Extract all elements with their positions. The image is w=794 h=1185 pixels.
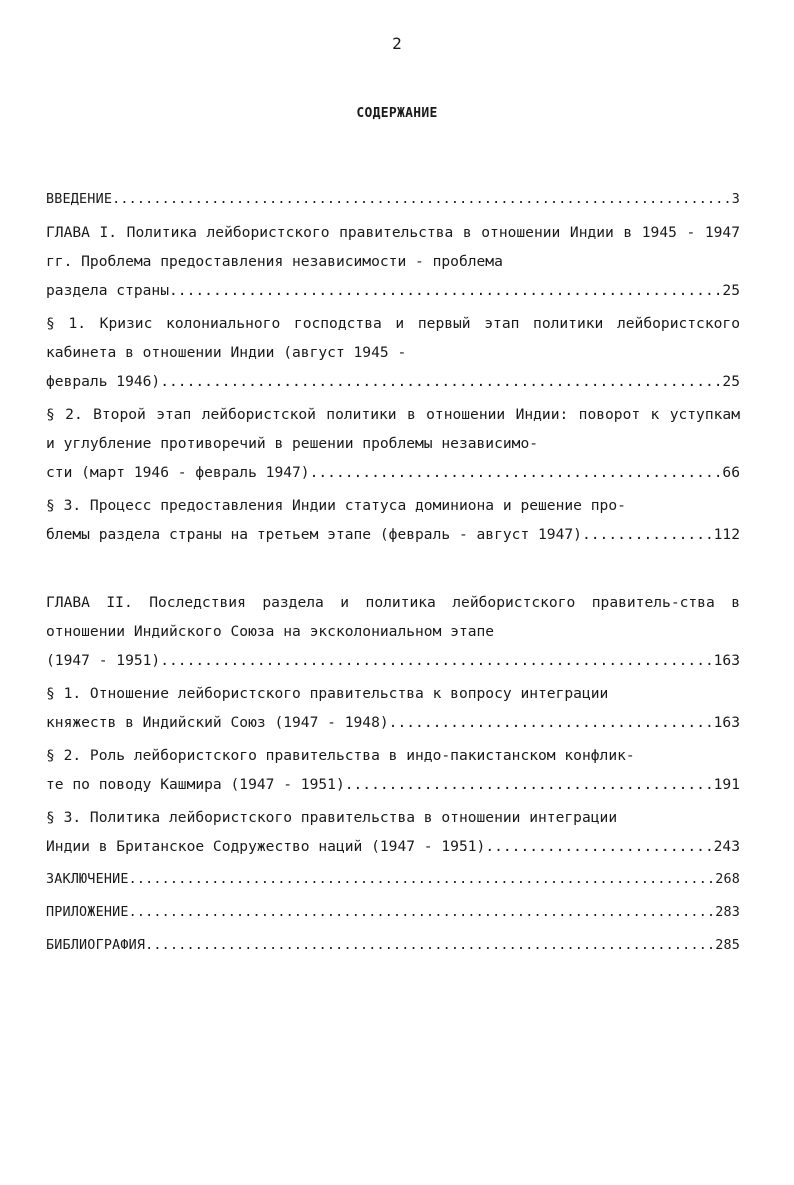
leader-dots [112,185,732,214]
toc-entry-chapter-2-section-3 [46,803,740,861]
toc-entry-chapter-1-section-2 [46,400,740,487]
toc-entry-text: ГЛАВА I. Политика лейбористского правительства в отношении Индии в 1945 - 1947 гг. Проблема предоставления независимости - проблема [46,224,740,270]
toc-entry-text: ГЛАВА II. Последствия раздела и политика лейбористского правитель-ства в отношении Индийского Союза на эксколониальном этапе [46,594,740,640]
toc-entry-page: 163 [713,652,740,669]
toc-entry-title: те по поводу Кашмира (1947 - 1951) [46,776,345,793]
toc-entry-title: раздела страны [46,282,170,299]
leader-dots [160,646,713,675]
toc-entry-line [46,367,740,396]
toc-entry-page: 163 [713,714,740,731]
table-of-contents [46,185,740,964]
toc-entry-text: § 1. Отношение лейбористского правительства к вопросу интеграции [46,685,609,702]
toc-entry-title: княжеств в Индийский Союз (1947 - 1948) [46,714,389,731]
toc-entry-text: § 3. Процесс предоставления Индии статуса доминиона и решение про- [46,497,626,514]
leader-dots [169,276,722,305]
toc-entry-page: 243 [713,838,740,855]
toc-entry-title: (1947 - 1951) [46,652,161,669]
toc-entry-line [46,646,740,675]
toc-entry-line [46,708,740,737]
toc-entry-page: 3 [731,192,740,207]
toc-entry-title: ПРИЛОЖЕНИЕ [46,905,129,920]
toc-entry-page: 268 [715,872,740,887]
leader-dots [345,770,714,799]
toc-entry-page: 66 [722,464,740,481]
toc-entry-chapter-2-section-1 [46,679,740,737]
toc-entry-line [46,770,740,799]
toc-entry-appendix [46,898,740,927]
leader-dots [310,458,723,487]
toc-entry-line [46,898,740,927]
leader-dots [485,832,713,861]
leader-dots [129,898,716,927]
toc-entry-title: БИБЛИОГРАФИЯ [46,938,146,953]
leader-dots [145,931,715,960]
toc-entry-conclusion [46,865,740,894]
page-number: 2 [392,34,402,53]
toc-entry-page: 25 [722,282,740,299]
toc-entry-text: § 2. Роль лейбористского правительства в индо-пакистанском конфлик- [46,747,635,764]
toc-entry-chapter-1 [46,218,740,305]
toc-entry-page: 25 [722,373,740,390]
toc-entry-line [46,458,740,487]
leader-dots [389,708,714,737]
toc-entry-page: 112 [713,526,740,543]
toc-entry-chapter-2 [46,588,740,675]
toc-entry-page: 191 [713,776,740,793]
toc-entry-chapter-1-section-3 [46,491,740,549]
leader-dots [582,520,714,549]
page-title: СОДЕРЖАНИЕ [356,106,438,121]
toc-entry-line [46,832,740,861]
toc-entry-title: блемы раздела страны на третьем этапе (февраль - август 1947) [46,526,582,543]
toc-entry-title: ЗАКЛЮЧЕНИЕ [46,872,129,887]
toc-entry-bibliography [46,931,740,960]
toc-entry-line [46,185,740,214]
toc-entry-text: § 1. Кризис колониального господства и первый этап политики лейбористского кабинета в отношении Индии (август 1945 - [46,315,740,361]
toc-entry-title: Индии в Британское Содружество наций (1947 - 1951) [46,838,486,855]
toc-entry-text: § 2. Второй этап лейбористской политики в отношении Индии: поворот к уступкам и углубление противоречий в решении проблемы независимо- [46,406,740,452]
toc-entry-page: 285 [715,938,740,953]
toc-entry-line [46,276,740,305]
toc-entry-introduction [46,185,740,214]
leader-dots [160,367,722,396]
toc-entry-line [46,865,740,894]
toc-entry-chapter-1-section-1 [46,309,740,396]
leader-dots [129,865,716,894]
toc-entry-title: февраль 1946) [46,373,161,390]
toc-entry-line [46,520,740,549]
toc-entry-chapter-2-section-2 [46,741,740,799]
toc-entry-text: § 3. Политика лейбористского правительства в отношении интеграции [46,809,618,826]
toc-entry-title: ВВЕДЕНИЕ [46,192,113,207]
toc-entry-page: 283 [715,905,740,920]
toc-entry-title: сти (март 1946 - февраль 1947) [46,464,310,481]
toc-entry-line [46,931,740,960]
